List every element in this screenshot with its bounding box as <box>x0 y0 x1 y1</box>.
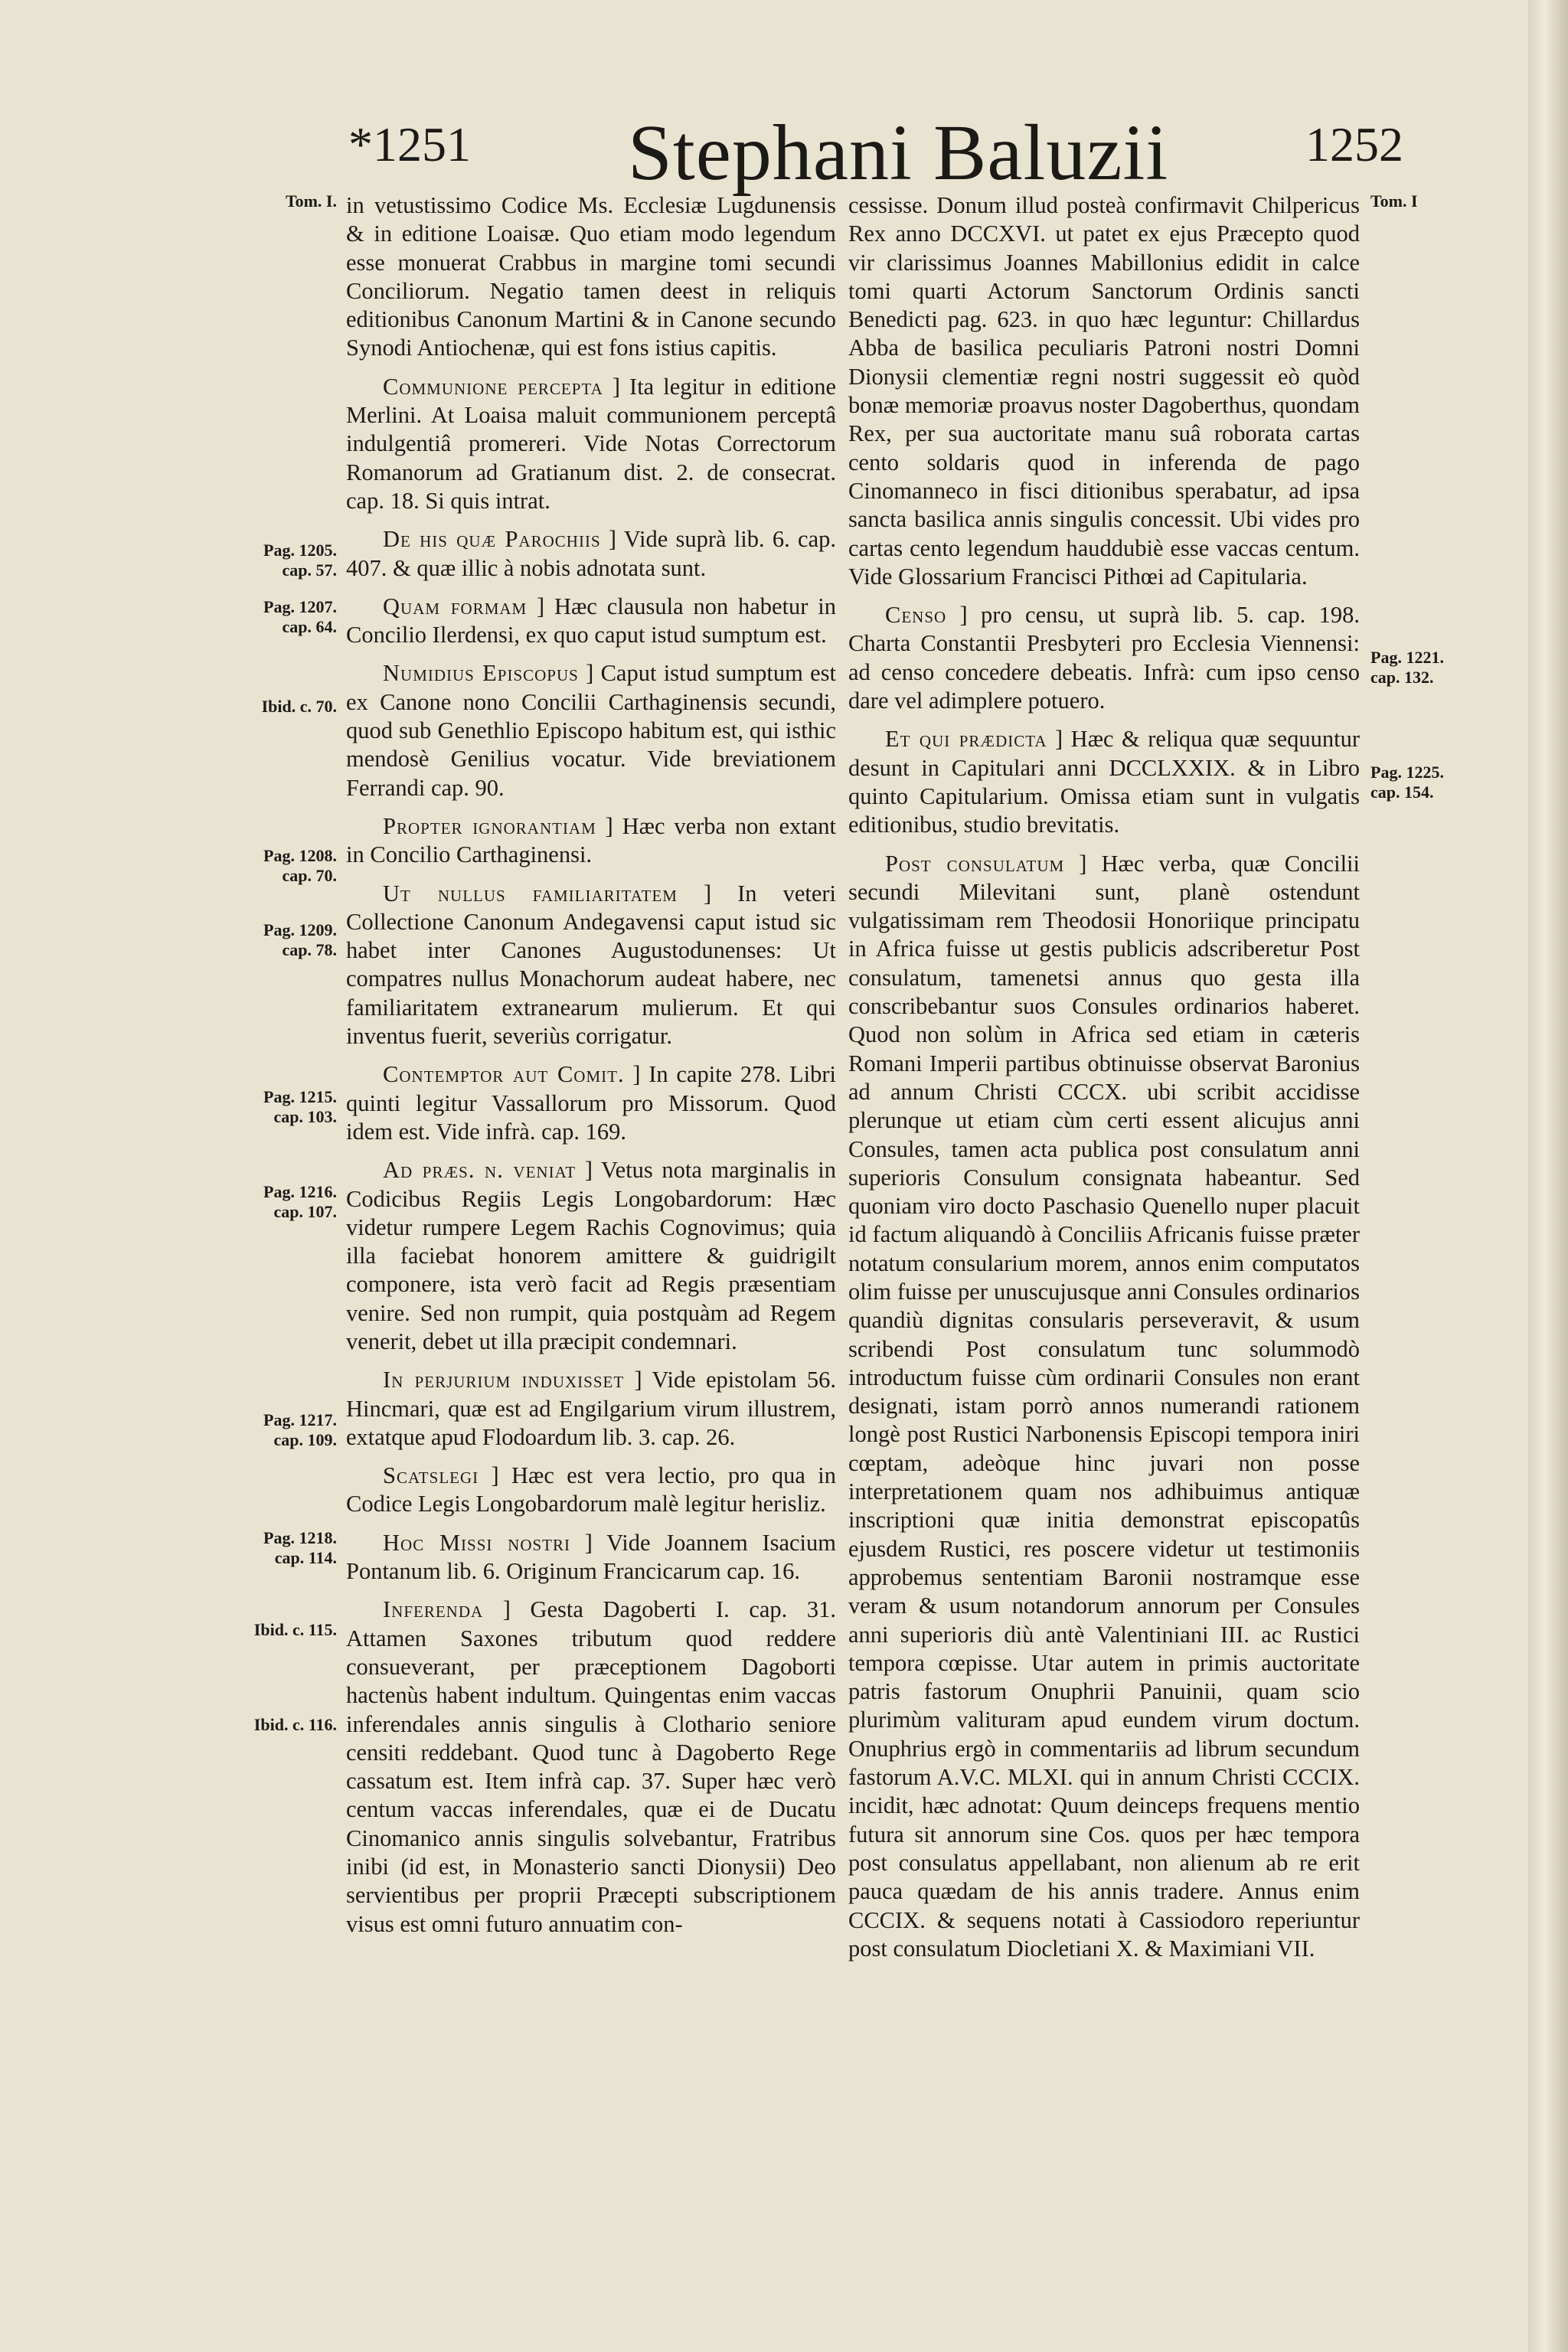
margin-note: Pag. 1217. cap. 109. <box>263 1410 337 1449</box>
page-number-left: *1251 <box>348 117 471 172</box>
entry-text: ] Hæc clausula non habetur in Concilio Ilerdensi, ex quo caput istud sumptum est. <box>346 593 836 648</box>
margin-note: Ibid. c. 116. <box>253 1715 337 1734</box>
entry-text: ] In veteri Collectione Canonum Andegavensi caput istud sic habet inter Canones Augustodunenses: Ut compatres nullus Monachorum audeat habere, nec familiaritatem extranearum mulierum. Et qui inventus fuerit, severiùs corrigatur. <box>346 880 837 1050</box>
entry-text: ] Hæc est vera lectio, pro qua in Codice Legis Longobardorum malè legitur herisliz. <box>346 1462 837 1517</box>
lemma: Numidius Episcopus <box>383 660 579 687</box>
lemma: Communione percepta <box>383 373 603 400</box>
lemma: Scatslegi <box>383 1462 479 1489</box>
margin-note: Pag. 1216. cap. 107. <box>263 1182 337 1221</box>
paragraph <box>848 191 1360 591</box>
left-column <box>346 191 836 1939</box>
commentary-entry <box>346 880 836 1051</box>
entry-text: ] Hæc & reliqua quæ sequuntur desunt in Capitulari anni DCCLXXIX. & in Libro quinto Capitularium. Omissa etiam sunt in vulgatis editionibus, studio brevitatis. <box>848 726 1360 838</box>
lemma: In perjurium induxisset <box>383 1367 625 1393</box>
margin-note: Ibid. c. 70. <box>261 697 337 716</box>
entry-text: ] Vide epistolam 56. Hincmari, quæ est ad Engilgarium virum illustrem, extatque apud Flodoardum lib. 3. cap. 26. <box>346 1367 836 1450</box>
lemma: Propter ignorantiam <box>383 812 596 839</box>
lemma: De his quæ Parochiis <box>383 526 601 553</box>
margin-note: Tom. I <box>1370 191 1418 211</box>
lemma: Inferenda <box>383 1596 484 1623</box>
commentary-entry <box>346 1529 836 1586</box>
entry-text: ] Vide Joannem Isacium Pontanum lib. 6. Originum Francicarum cap. 16. <box>346 1529 837 1585</box>
commentary-entry <box>848 725 1360 839</box>
running-title: Stephani Baluzii <box>628 109 1169 197</box>
commentary-entry <box>346 525 836 583</box>
lemma: Et qui prædicta <box>885 726 1047 753</box>
paragraph <box>346 191 836 363</box>
lemma: Quam formam <box>383 593 528 619</box>
commentary-entry <box>848 601 1360 715</box>
commentary-entry <box>346 1366 836 1452</box>
commentary-entry <box>346 1060 836 1146</box>
entry-text: ] Hæc verba non extant in Concilio Carthaginensi. <box>346 812 836 868</box>
page-edge <box>1528 0 1568 2352</box>
margin-note: Pag. 1221. cap. 132. <box>1370 648 1444 687</box>
lemma: Ut nullus familiaritatem <box>383 880 678 906</box>
commentary-entry <box>848 850 1360 1964</box>
entry-text: ] Caput istud sumptum est ex Canone nono Concilii Carthaginensis secundi, quod sub Genethlio Episcopo habitum est, qui isthic mendosè Genilius vocatur. Vide breviationem Ferrandi cap. 90. <box>346 660 837 801</box>
commentary-entry <box>346 1156 836 1356</box>
right-column <box>848 191 1360 1963</box>
entry-text: ] Ita legitur in editione Merlini. At Loaisa maluit communionem perceptâ indulgentiâ promereri. Vide Notas Correctorum Romanorum ad Gratianum dist. 2. de consecrat. cap. 18. Si quis intrat. <box>346 373 836 514</box>
entry-text: in vetustissimo Codice Ms. Ecclesiæ Lugdunensis & in editione Loaisæ. Quo etiam modo legendum esse monuerat Crabbus in margine tomi secundi Conciliorum. Negatio tamen deest in reliquis editionibus Canonum Martini & in Canone secundo Synodi Antiochenæ, qui est fons istius capitis. <box>346 192 836 361</box>
lemma: Censo <box>885 602 947 629</box>
margin-note: Pag. 1225. cap. 154. <box>1370 763 1444 802</box>
entry-text: ] Gesta Dagoberti I. cap. 31. Attamen Saxones tributum quod reddere consueverant, per præceptionem Dagoborti hactenùs habent indultum. Quingentas enim vaccas inferendales annis singulis à Clothario seniore censiti reddebant. Quod tunc à Dagoberto Rege cassatum est. Item infrà cap. 37. Super hæc verò centum vaccas inferendales, quæ ei de Ducatu Cinomanico annis singulis solvebantur, Fratribus inibi (id est, in Monasterio sancti Dionysii) Deo servientibus per proprii Præcepti subscriptionem visus est omni futuro annuatim con- <box>346 1596 837 1937</box>
page-number-right: 1252 <box>1305 117 1403 172</box>
commentary-entry <box>346 1462 836 1519</box>
commentary-entry <box>346 659 836 802</box>
margin-note: Pag. 1207. cap. 64. <box>263 597 337 636</box>
commentary-entry <box>346 593 836 650</box>
margin-note: Pag. 1218. cap. 114. <box>263 1528 337 1567</box>
margin-note: Tom. I. <box>285 191 337 211</box>
margin-note: Ibid. c. 115. <box>253 1620 337 1639</box>
entry-text: ] Vide suprà lib. 6. cap. 407. & quæ illic à nobis adnotata sunt. <box>346 526 836 581</box>
entry-text: ] Vetus nota marginalis in Codicibus Regiis Legis Longobardorum: Hæc videtur rumpere Legem Rachis Cognovimus; quia illa faciebat honorem amittere & guidrigilt componere, ista verò facit ad Regis præsentiam venire. Sed non rumpit, quia postquàm ad Regem venerit, debet ut illa præcipit condemnari. <box>346 1157 836 1354</box>
lemma: Contemptor aut Comit. <box>383 1061 625 1088</box>
commentary-entry <box>346 812 836 870</box>
margin-note: Pag. 1205. cap. 57. <box>263 541 337 580</box>
entry-text: ] Hæc verba, quæ Concilii secundi Milevitani sunt, planè ostendunt vulgatissimam rem Theodosii Honoriique principatu in Africa fuisse ut gestis publicis adscriberetur Post consulatum, tamenetsi annus quo gesta illa conscribebantur suos Consules ordinarios haberet. Quod non solùm in Africa sed etiam in cæteris Romani Imperii partibus obtinuisse observat Baronius ad annum Christi CCCX. ubi scribit accidisse plerunque ut etiam cùm certi essent alicujus anni Consules, tamen acta publica post consulatum anni superioris Consulum consignata habeantur. Sed quoniam viro docto Paschasio Quenello nuper placuit id factum aliquandò à Conciliis Africanis fuisse præter notatum consularium morem, annos enim computatos olim fuisse per unuscujusque anni Consules ordinarios quandiù dignitas consularis perseveravit, & usum scribendi Post consulatum tunc solummodò introductum fuisse cùm ordinarii Consules non erant designati, istam porrò annos numerandi rationem longè post Rustici Narbonensis Episcopi tempora iniri cœptam, adeòque hinc juvari non posse interpretationem quam nos adhibuimus antiquæ inscriptioni quæ initia demonstrat episcopatûs ejusdem Rustici, res poscere videtur ut testimoniis approbemus sententiam Baronii nostramque esse veram & usum notandorum annorum per Consules anni superioris diù antè Valentiniani III. ac Rustici tempora cœpisse. Utar autem in primis auctoritate patris fastorum Onuphrii Panuinii, quam scio plurimùm valituram apud eundem virum doctum. Onuphrius ergò in commentariis ad librum secundum fastorum A.V.C. MLXI. qui in annum Christi CCCIX. incidit, hæc adnotat: Quum deinceps frequens mentio futura sit annorum sine Cos. quos per hæc tempora post consulatus appellabant, non alienum ab re erit pauca quædam de his annis tradere. Annus enim CCCIX. & sequens notati à Cassiodoro reperiuntur post consulatum Diocletiani X. & Maximiani VII. <box>848 850 1361 1962</box>
commentary-entry <box>346 373 836 515</box>
running-header <box>0 107 1568 199</box>
entry-text: ] pro censu, ut suprà lib. 5. cap. 198. Charta Constantii Presbyteri pro Ecclesia Viennensi: ad censo concedere debeatis. Infrà: cum ipso censo dare vel adimplere potuero. <box>848 602 1361 714</box>
commentary-entry <box>346 1596 836 1939</box>
entry-text: ] In capite 278. Libri quinti legitur Vassallorum pro Missorum. Quod idem est. Vide infrà. cap. 169. <box>346 1061 837 1145</box>
entry-text: cessisse. Donum illud posteà confirmavit Chilpericus Rex anno DCCXVI. ut patet ex ejus Præcepto quod vir clarissimus Joannes Mabillonius edidit in calce tomi quarti Actorum Sanctorum Ordinis sancti Benedicti pag. 623. in quo hæc leguntur: Chillardus Abba de basilica peculiaris Patroni nostri Domni Dionysii clementiæ regni nostri suggessit eò quòd bonæ memoriæ proavus noster Dagoberthus, quondam Rex, per sua auctoritate manu suâ roborata cartas cento soldaris quod in inferenda de pago Cinomanneco in fisci ditionibus sperabatur, ad ipsa sancta basilica annis singulis concessit. Ubi vides pro cartas cento legendum hauddubiè esse vaccas centum. Vide Glossarium Francisci Pithœi ad Capitularia. <box>848 192 1360 590</box>
lemma: Post consulatum <box>885 850 1065 877</box>
margin-note: Pag. 1208. cap. 70. <box>263 846 337 885</box>
lemma: Ad præs. n. veniat <box>383 1157 577 1184</box>
margin-note: Pag. 1215. cap. 103. <box>263 1087 337 1126</box>
lemma: Hoc Missi nostri <box>383 1529 570 1556</box>
margin-note: Pag. 1209. cap. 78. <box>263 920 337 959</box>
